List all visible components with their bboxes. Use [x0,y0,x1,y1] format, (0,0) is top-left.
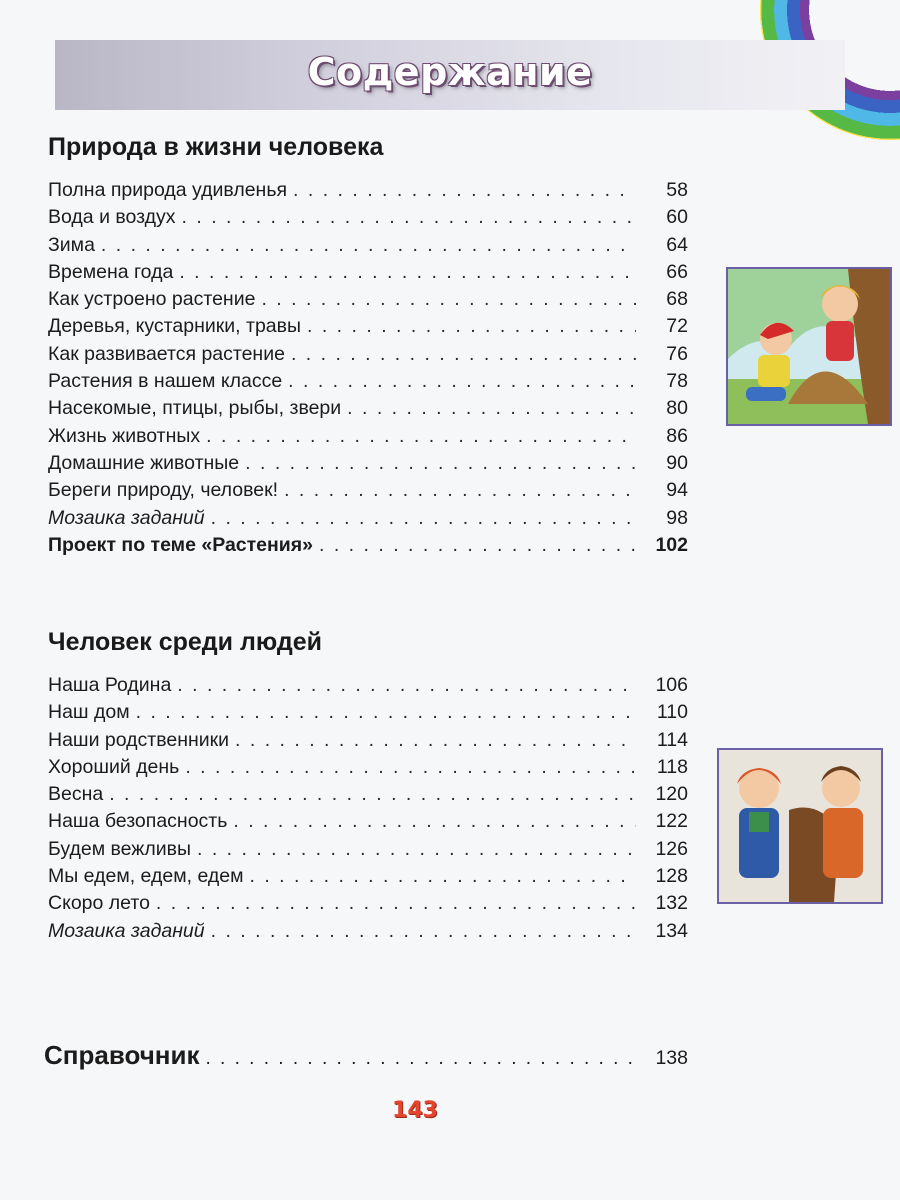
toc-leader [250,863,637,890]
toc-list-people [48,672,688,945]
toc-entry-reference[interactable] [44,1040,688,1071]
toc-leader [211,918,636,945]
toc-entry[interactable] [48,232,688,259]
toc-entry-label: Мозаика заданий [48,919,205,942]
toc-leader [206,423,636,450]
toc-entry-page: 98 [666,506,688,529]
toc-entry[interactable] [48,863,688,890]
page-title: Содержание [307,50,593,94]
toc-entry[interactable] [48,286,688,313]
toc-entry-page: 134 [655,919,688,942]
toc-entry-page: 90 [666,451,688,474]
toc-entry-page: 64 [666,233,688,256]
toc-entry-page: 128 [655,865,688,888]
toc-entry-label: Будем вежливы [48,837,191,860]
toc-entry[interactable] [48,450,688,477]
toc-entry-page: 118 [656,755,688,778]
toc-leader [233,808,636,835]
toc-entry[interactable] [48,727,688,754]
toc-list-nature [48,177,688,559]
toc-entry[interactable] [48,699,688,726]
toc-entry-label: Жизнь животных [48,424,201,447]
toc-entry[interactable] [48,781,688,808]
toc-entry-label: Наши родственники [48,728,230,751]
toc-entry-page: 132 [655,892,688,915]
toc-leader [261,286,636,313]
toc-entry-label: Весна [48,783,104,806]
toc-entry[interactable] [48,808,688,835]
toc-entry[interactable] [48,754,688,781]
toc-entry-page: 72 [666,315,688,338]
toc-leader [319,532,636,559]
toc-entry[interactable] [48,477,688,504]
toc-leader [293,177,636,204]
toc-entry-page: 66 [666,260,688,283]
kids-with-horse-illustration-icon [717,748,883,904]
toc-entry-page: 80 [666,397,688,420]
toc-entry-label: Насекомые, птицы, рыбы, звери [48,397,342,420]
toc-leader [179,259,636,286]
toc-entry-label: Хороший день [48,755,180,778]
section-heading-people: Человек среди людей [48,628,322,656]
toc-leader [245,450,636,477]
toc-entry-label: Вода и воздух [48,206,176,229]
section-heading-nature: Природа в жизни человека [48,133,384,161]
toc-entry-label: Домашние животные [48,451,240,474]
toc-entry-label: Береги природу, человек! [48,479,279,502]
toc-entry-page: 120 [655,783,688,806]
toc-entry-label: Мозаика заданий [48,506,205,529]
toc-leader [307,313,636,340]
toc-leader [235,727,636,754]
toc-entry[interactable] [48,836,688,863]
toc-leader [109,781,636,808]
toc-leader [101,232,636,259]
toc-entry-label: Как развивается растение [48,342,285,365]
toc-entry-label: Как устроено растение [48,288,256,311]
toc-leader [211,505,636,532]
toc-entry-label: Деревья, кустарники, травы [48,315,302,338]
toc-entry[interactable] [48,313,688,340]
toc-entry-label: Справочник [44,1040,200,1070]
toc-leader [177,672,636,699]
toc-entry-page: 78 [666,370,688,393]
toc-entry-label: Полна природа удивленья [48,179,288,201]
toc-entry-page: 60 [666,206,688,229]
toc-entry[interactable] [48,204,688,231]
toc-leader [291,341,636,368]
toc-entry[interactable] [48,423,688,450]
toc-entry-page: 122 [655,810,688,833]
toc-entry-label: Наш дом [48,701,130,724]
toc-entry-page: 106 [655,674,688,696]
toc-entry-page: 102 [655,533,688,556]
toc-leader [136,699,636,726]
toc-entry-label: Наша Родина [48,674,172,696]
toc-entry-page: 76 [666,342,688,365]
toc-leader [182,204,636,231]
toc-entry-label: Зима [48,233,95,256]
toc-entry[interactable] [48,341,688,368]
toc-entry-page: 114 [656,728,688,751]
toc-leader [284,477,636,504]
toc-entry[interactable] [48,918,688,945]
toc-leader [156,890,636,917]
toc-entry-page: 110 [656,701,688,724]
toc-entry[interactable] [48,890,688,917]
toc-entry-label: Растения в нашем классе [48,370,283,393]
toc-leader [197,836,636,863]
toc-entry-label: Проект по теме «Растения» [48,533,314,556]
toc-entry-page: 126 [655,837,688,860]
toc-entry-label: Времена года [48,260,174,283]
page-number: 143 [392,1098,438,1123]
toc-entry-page: 138 [655,1047,688,1069]
toc-entry[interactable] [48,672,688,699]
toc-entry[interactable] [48,395,688,422]
toc-entry-label: Мы едем, едем, едем [48,865,244,888]
toc-entry-page: 86 [666,424,688,447]
toc-leader [347,395,636,422]
toc-entry[interactable] [48,259,688,286]
toc-entry-label: Скоро лето [48,892,150,915]
kids-in-forest-illustration-icon [726,267,892,426]
toc-entry-page: 68 [666,288,688,311]
toc-entry[interactable] [48,368,688,395]
toc-entry[interactable] [48,532,688,559]
toc-entry[interactable] [48,177,688,204]
toc-entry[interactable] [48,505,688,532]
toc-leader [288,368,636,395]
toc-entry-label: Наша безопасность [48,810,228,833]
toc-entry-page: 58 [666,179,688,201]
toc-leader [206,1048,637,1070]
toc-entry-page: 94 [666,479,688,502]
toc-leader [185,754,636,781]
